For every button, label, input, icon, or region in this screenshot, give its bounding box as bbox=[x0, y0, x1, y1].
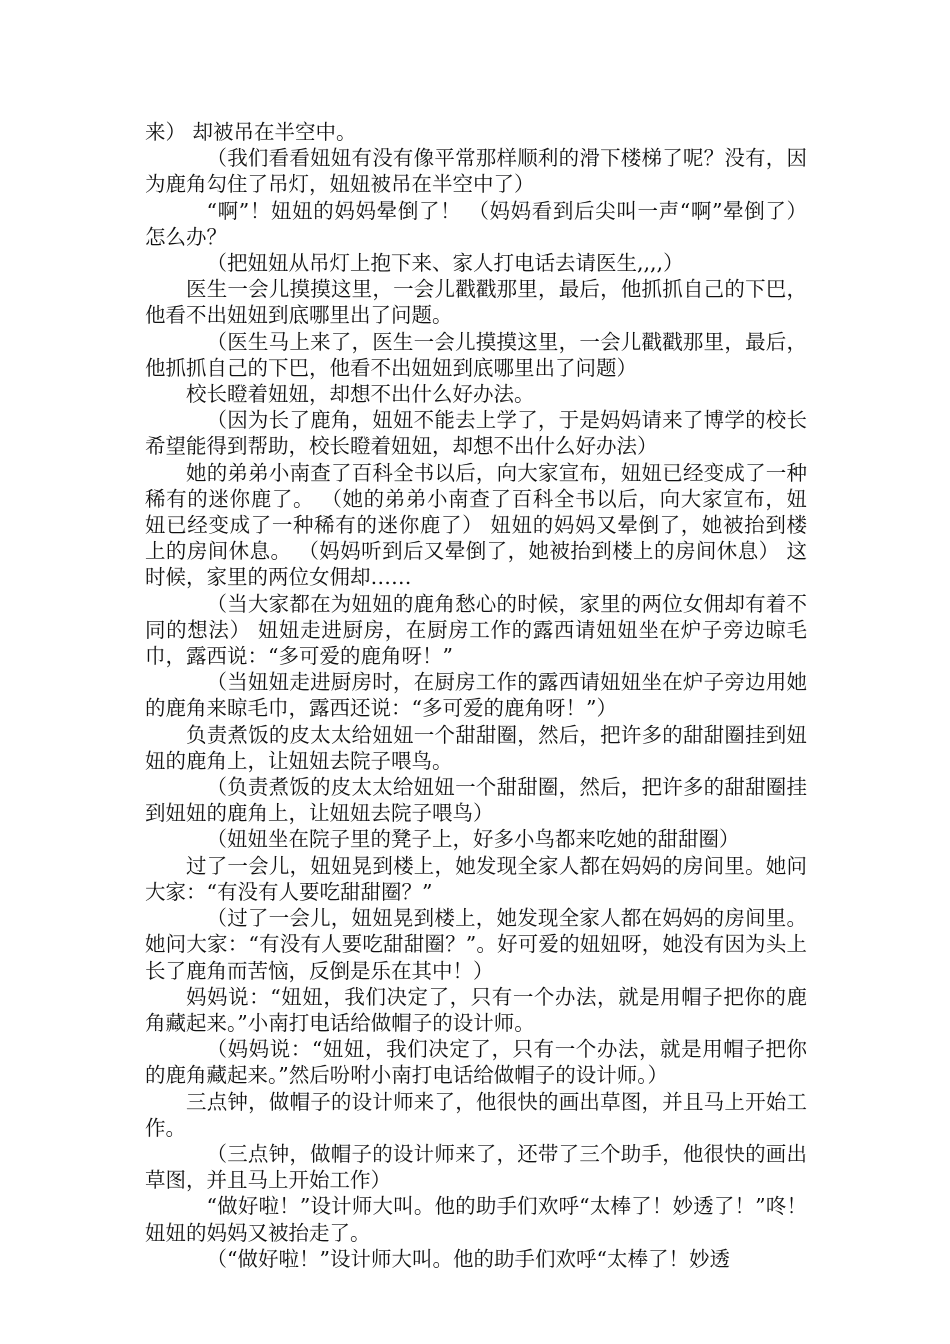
paragraph: （三点钟，做帽子的设计师来了，还带了三个助手，他很快的画出草图，并且马上开始工作） bbox=[145, 1141, 807, 1193]
paragraph: 过了一会儿，妞妞晃到楼上，她发现全家人都在妈妈的房间里。她问大家：“有没有人要吃甜甜圈？” bbox=[145, 853, 807, 904]
paragraph: （因为长了鹿角，妞妞不能去上学了，于是妈妈请来了博学的校长希望能得到帮助，校长瞪着妞妞，却想不出什么好办法） bbox=[145, 408, 807, 459]
paragraph: （过了一会儿，妞妞晃到楼上，她发现全家人都在妈妈的房间里。她问大家：“有没有人要吃甜甜圈？”。好可爱的妞妞呀，她没有因为头上长了鹿角而苦恼，反倒是乐在其中！） bbox=[145, 906, 807, 983]
paragraph: （我们看看妞妞有没有像平常那样顺利的滑下楼梯了呢？没有，因为鹿角勾住了吊灯，妞妞被吊在半空中了） bbox=[145, 146, 807, 197]
paragraph: （当大家都在为妞妞的鹿角愁心的时候，家里的两位女佣却有着不同的想法） 妞妞走进厨房，在厨房工作的露西请妞妞坐在炉子旁边晾毛巾，露西说：“多可爱的鹿角呀！” bbox=[145, 591, 807, 669]
paragraph: 来） 却被吊在半空中。 bbox=[145, 120, 357, 144]
paragraph: “啊”！妞妞的妈妈晕倒了！ （妈妈看到后尖叫一声“啊”晕倒了） 怎么办？ bbox=[145, 198, 807, 249]
paragraph: （医生马上来了，医生一会儿摸摸这里，一会儿戳戳那里，最后，他抓抓自己的下巴，他看不出妞妞到底哪里出了问题） bbox=[145, 329, 807, 380]
paragraph: （妈妈说：“妞妞，我们决定了，只有一个办法，就是用帽子把你的鹿角藏起来。”然后吩咐小南打电话给做帽子的设计师。） bbox=[145, 1037, 807, 1088]
paragraph: 医生一会儿摸摸这里，一会儿戳戳那里，最后，他抓抓自己的下巴，他看不出妞妞到底哪里出了问题。 bbox=[145, 277, 807, 328]
paragraph: “做好啦！”设计师大叫。他的助手们欢呼“太棒了！妙透了！”咚！妞妞的妈妈又被抬走了。 bbox=[145, 1194, 807, 1245]
paragraph: 校长瞪着妞妞，却想不出什么好办法。 bbox=[186, 382, 535, 407]
paragraph: 三点钟，做帽子的设计师来了，他很快的画出草图，并且马上开始工作。 bbox=[145, 1089, 807, 1140]
paragraph: 妈妈说：“妞妞，我们决定了，只有一个办法，就是用帽子把你的鹿角藏起来。”小南打电话给做帽子的设计师。 bbox=[145, 984, 807, 1035]
paragraph: 负责煮饭的皮太太给妞妞一个甜甜圈，然后，把许多的甜甜圈挂到妞妞的鹿角上，让妞妞去院子喂鸟。 bbox=[145, 722, 807, 773]
document-page bbox=[145, 119, 807, 1272]
paragraph: （妞妞坐在院子里的凳子上，好多小鸟都来吃她的甜甜圈） bbox=[206, 827, 740, 852]
paragraph: （当妞妞走进厨房时，在厨房工作的露西请妞妞坐在炉子旁边用她的鹿角来晾毛巾，露西还说：“多可爱的鹿角呀！”） bbox=[145, 670, 807, 721]
paragraph: （把妞妞从吊灯上抱下来、家人打电话去请医生,,,,） bbox=[206, 251, 684, 276]
paragraph: （“做好啦！”设计师大叫。他的助手们欢呼“太棒了！妙透 bbox=[206, 1246, 730, 1271]
paragraph: （负责煮饭的皮太太给妞妞一个甜甜圈，然后，把许多的甜甜圈挂到妞妞的鹿角上，让妞妞去院子喂鸟） bbox=[145, 775, 807, 826]
paragraph: 她的弟弟小南查了百科全书以后，向大家宣布，妞妞已经变成了一种稀有的迷你鹿了。 （她的弟弟小南查了百科全书以后，向大家宣布，妞妞已经变成了一种稀有的迷你鹿了） 妞妞的妈妈又晕倒了，她被抬到楼上的房间休息。 （妈妈听到后又晕倒了，她被抬到楼上的房间休息） 这时候，家里的两位女佣却…… bbox=[145, 460, 807, 590]
